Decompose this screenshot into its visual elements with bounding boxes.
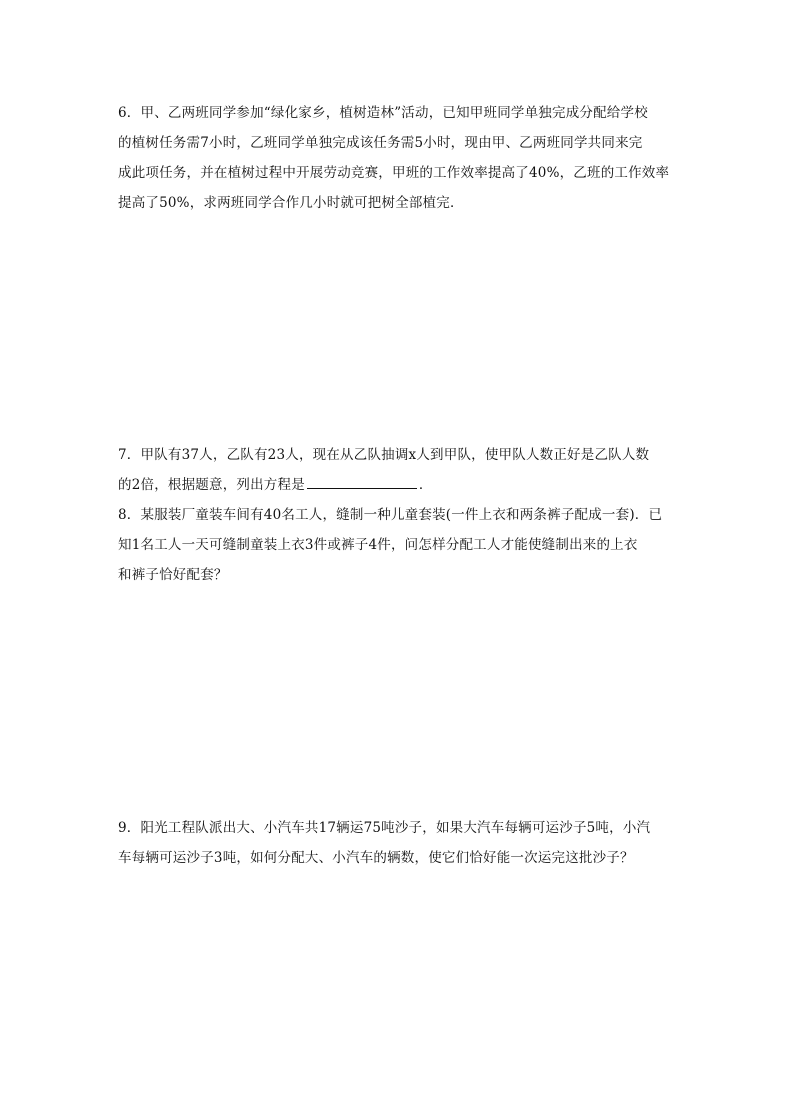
problem-7-line-2-text: 的2倍，根据题意，列出方程是 bbox=[118, 477, 305, 493]
problem-7-line-2-end: ． bbox=[418, 477, 433, 493]
problem-9-line-2: 车每辆可运沙子3吨，如何分配大、小汽车的辆数，使它们恰好能一次运完这批沙子？ bbox=[118, 850, 634, 866]
problem-6-line-4: 提高了50%，求两班同学合作几小时就可把树全部植完． bbox=[118, 195, 464, 211]
problem-7-line-1: 7．甲队有37人，乙队有23人，现在从乙队抽调x人到甲队，使甲队人数正好是乙队人数 bbox=[118, 447, 650, 463]
problem-6-line-1: 6．甲、乙两班同学参加“绿化家乡，植树造林”活动，已知甲班同学单独完成分配给学校 bbox=[118, 105, 648, 121]
problem-8-line-1: 8．某服装厂童装车间有40名工人，缝制一种儿童套装(一件上衣和两条裤子配成一套)．已 bbox=[118, 507, 663, 523]
problem-6 bbox=[118, 98, 678, 218]
answer-blank bbox=[307, 474, 417, 489]
problem-7-line-2 bbox=[118, 470, 678, 500]
problem-6-line-3: 成此项任务，并在植树过程中开展劳动竞赛，甲班的工作效率提高了40%，乙班的工作效率 bbox=[118, 165, 670, 181]
problem-6-line-2: 的植树任务需7小时，乙班同学单独完成该任务需5小时，现由甲、乙两班同学共同来完 bbox=[118, 135, 643, 151]
problem-8-line-3: 和裤子恰好配套？ bbox=[118, 567, 228, 583]
problem-8-line-2: 知1名工人一天可缝制童装上衣3件或裤子4件，问怎样分配工人才能使缝制出来的上衣 bbox=[118, 537, 638, 553]
problem-9 bbox=[118, 813, 678, 873]
problem-7-and-8 bbox=[118, 440, 678, 590]
problem-9-line-1: 9．阳光工程队派出大、小汽车共17辆运75吨沙子，如果大汽车每辆可运沙子5吨，小汽 bbox=[118, 820, 651, 836]
